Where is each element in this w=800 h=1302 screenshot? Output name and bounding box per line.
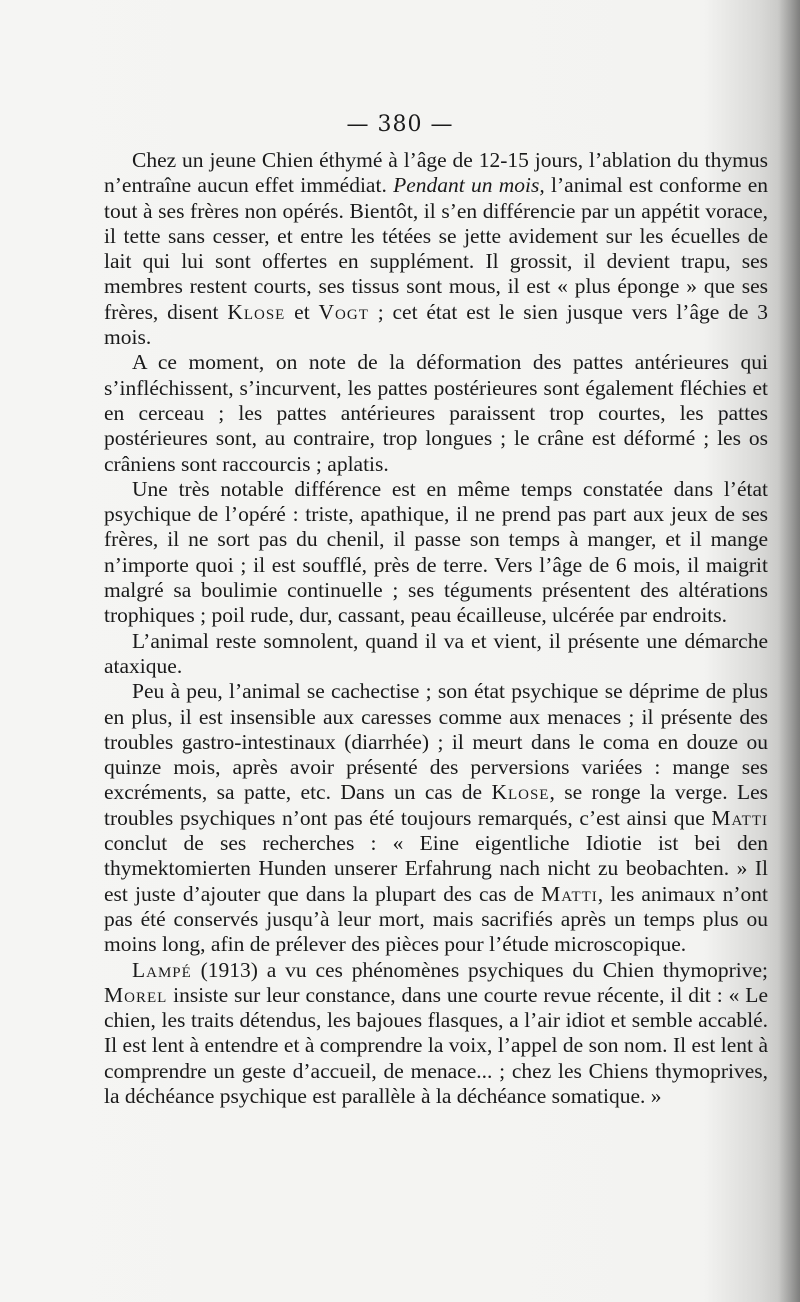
- author-name: Klose: [227, 299, 286, 324]
- text-run: , se ronge la verge. Les troubles psychiques n’ont pas été toujours remarqués, c’est ainsi que: [104, 780, 769, 830]
- author-name: Lampé: [132, 957, 192, 982]
- body-text: [104, 148, 768, 1109]
- paragraph-4: [104, 629, 768, 680]
- text-run: l’animal est conforme en tout à ses frères non opérés. Bientôt, il s’en différencie par un appétit vorace, il tette sans cesser, et entre les tétées se jette avidement sur les écuelles de lait qui lui sont offertes en supplément. Il grossit, il devient trapu, ses membres restent courts, ses tissus sont mous, il est « plus éponge » que ses frères, disent: [104, 173, 768, 324]
- text-run: Peu à peu, l’animal se cachectise ; son état psychique se déprime de plus en plus, il est insensible aux caresses comme aux menaces ; il présente des troubles gastro-intestinaux (diarrhée) ; il meurt dans le coma en douze ou quinze mois, après avoir présenté des perversions variées : mange ses excréments, sa patte, etc. Dans un cas de: [104, 679, 768, 805]
- paragraph-6: [104, 958, 768, 1110]
- text-run: L’animal reste somnolent, quand il va et vient, il présente une démarche ataxique.: [104, 628, 768, 678]
- paragraph-3: [104, 477, 768, 629]
- author-name: Klose: [491, 780, 550, 805]
- text-run: insiste sur leur constance, dans une courte revue récente, il dit : « Le chien, les traits détendus, les bajoues flasques, a l’air idiot et semble accablé. Il est lent à entendre et à comprendre la voix, l’appel de son nom. Il est lent à comprendre un geste d’accueil, de menace... ; chez les Chiens thymoprives, la déchéance psychique est parallèle à la déchéance somatique. »: [104, 982, 768, 1108]
- author-name: Morel: [104, 982, 168, 1007]
- text-run: (1913) a vu ces phénomènes psychiques du Chien thymoprive;: [191, 957, 768, 982]
- text-run: et: [285, 299, 319, 324]
- author-name: Matti: [711, 805, 768, 830]
- text-run: ; cet état est le sien jusque vers l’âge de 3 mois.: [104, 299, 768, 350]
- text-run: , les animaux n’ont pas été conservés jusqu’à leur mort, mais sacrifiés après un temps plus ou moins long, afin de prélever des pièces pour l’étude microscopique.: [104, 881, 768, 957]
- text-run: A ce moment, on note de la déformation des pattes antérieures qui s’infléchissent, s’incurvent, les pattes postérieures sont également fléchies et en cerceau ; les pattes antérieures paraissent trop courtes, les pattes postérieures sont, au contraire, trop longues ; le crâne est déformé ; les os crâniens sont raccourcis ; aplatis.: [104, 350, 768, 476]
- italic-text: Pendant un mois,: [393, 173, 545, 198]
- text-run: Une très notable différence est en même temps constatée dans l’état psychique de l’opéré : triste, apathique, il ne prend pas part aux jeux de ses frères, il ne sort pas du chenil, il passe son temps à manger, et il mange n’importe quoi ; il est soufflé, près de terre. Vers l’âge de 6 mois, il maigrit malgré sa boulimie continuelle ; ses téguments présentent des altérations trophiques ; poil rude, dur, cassant, peau écailleuse, ulcérée par endroits.: [104, 476, 768, 628]
- paragraph-5: [104, 679, 768, 957]
- page-number: — 380 —: [346, 112, 454, 137]
- author-name: Vogt: [318, 299, 369, 324]
- text-run: conclut de ses recherches : « Eine eigentliche Idiotie ist bei den thymektomierten Hunden unserer Erfahrung nach nicht zu beobachten. » Il est juste d’ajouter que dans la plupart des cas de: [104, 831, 768, 906]
- paragraph-2: [104, 350, 768, 476]
- author-name: Matti: [541, 881, 598, 906]
- text-run: Chez un jeune Chien éthymé à l’âge de 12-15 jours, l’ablation du thymus n’entraîne aucun effet immédiat.: [104, 148, 768, 198]
- paragraph-1: [104, 148, 768, 350]
- page-edge-shadow: [778, 0, 800, 1302]
